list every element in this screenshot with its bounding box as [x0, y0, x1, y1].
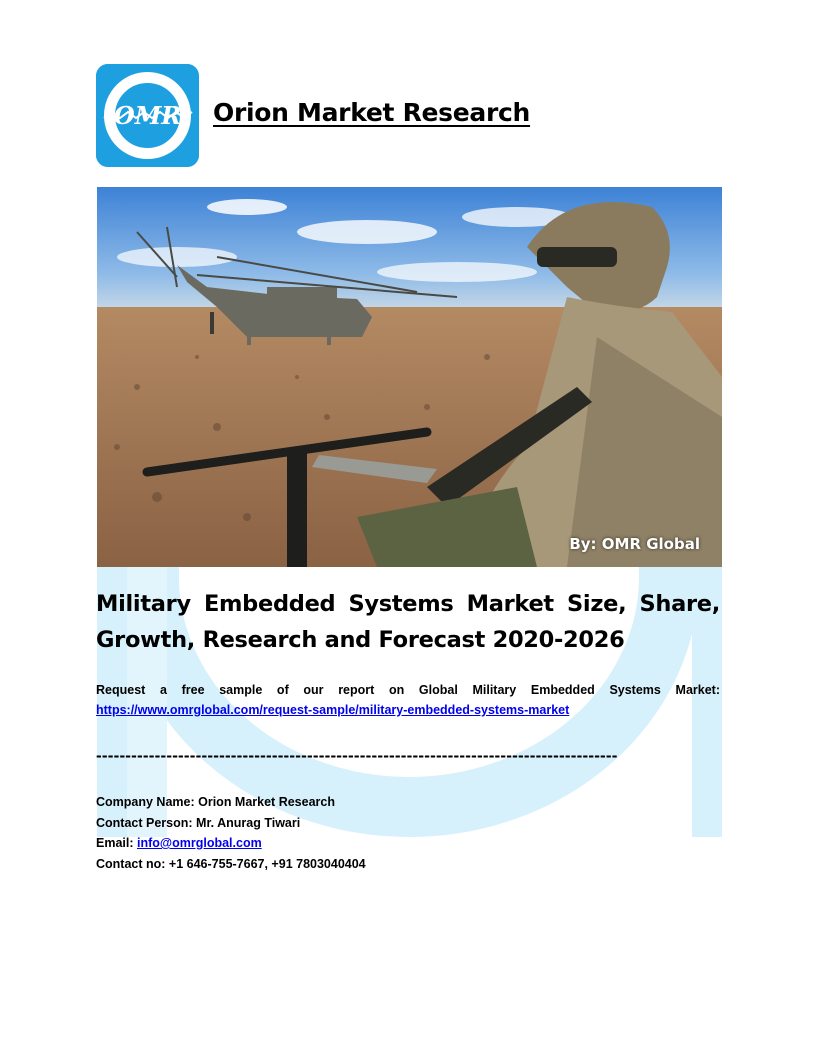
company-name-value: Orion Market Research [198, 795, 335, 809]
email-row [96, 833, 366, 854]
company-name-label: Company Name: [96, 795, 195, 809]
phone-label: Contact no: [96, 856, 166, 871]
logo-text: OMR [113, 101, 182, 130]
dashed-divider: ----------------------------------------------------------------------------------------- [96, 746, 618, 765]
contact-person-label: Contact Person: [96, 815, 193, 830]
email-link[interactable]: info@omrglobal.com [137, 836, 262, 850]
request-sample-text: Request a free sample of our report on Global Military Embedded Systems Market: [96, 683, 720, 697]
phone-row [96, 854, 366, 875]
company-title[interactable]: Orion Market Research [213, 98, 531, 127]
company-name-row [96, 792, 366, 813]
request-sample-link[interactable]: https://www.omrglobal.com/request-sample/military-embedded-systems-market [96, 703, 570, 717]
contact-person-row [96, 813, 366, 834]
phone-value: +1 646-755-7667, +91 7803040404 [168, 856, 366, 871]
report-title: Military Embedded Systems Market Size, Share, Growth, Research and Forecast 2020-2026 [96, 591, 720, 653]
omr-logo [96, 64, 199, 167]
contact-person-value: Mr. Anurag Tiwari [196, 815, 301, 830]
contact-block [96, 792, 366, 874]
hero-image [97, 187, 722, 567]
email-label: Email: [96, 836, 134, 850]
image-credit: By: OMR Global [569, 535, 700, 553]
